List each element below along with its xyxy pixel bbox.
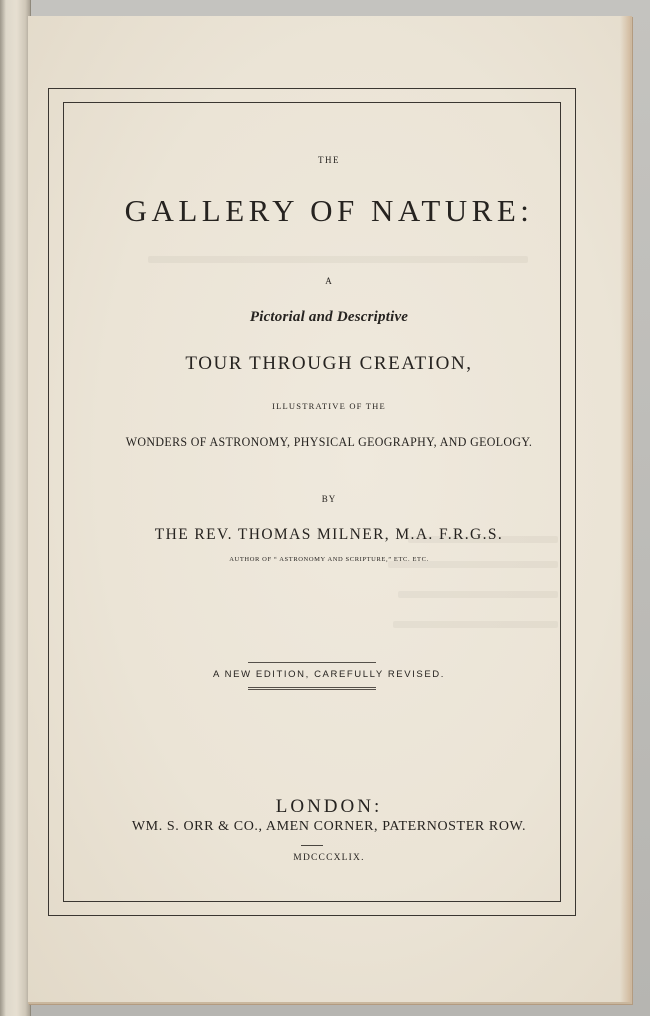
topics-line: WONDERS OF ASTRONOMY, PHYSICAL GEOGRAPHY, AND GEOLOGY. [125, 434, 533, 449]
edition-rule-bottom [248, 687, 376, 688]
book-title: GALLERY OF NATURE: [124, 193, 534, 228]
title-article: THE [318, 155, 340, 165]
title-page [28, 16, 632, 1004]
imprint-publisher: WM. S. ORR & CO., AMEN CORNER, PATERNOSTER ROW. [131, 819, 527, 834]
illustrative-line: ILLUSTRATIVE OF THE [272, 401, 386, 411]
author-works: AUTHOR OF “ ASTRONOMY AND SCRIPTURE,” ETC. ETC. [229, 556, 429, 563]
subtitle: TOUR THROUGH CREATION, [185, 353, 473, 374]
imprint-place: LONDON: [275, 796, 383, 817]
subtitle-blackletter: Pictorial and Descriptive [249, 309, 409, 325]
subtitle-article: A [325, 276, 333, 286]
by-line: BY [321, 494, 337, 504]
edition-rule-bottom-double [248, 689, 376, 690]
imprint-rule [301, 845, 323, 846]
edition-rule-top [248, 662, 376, 663]
edition-note: A NEW EDITION, CAREFULLY REVISED. [213, 669, 445, 680]
author-name: THE REV. THOMAS MILNER, M.A. F.R.G.S. [154, 526, 504, 543]
imprint-date: MDCCCXLIX. [293, 853, 365, 863]
binding-shadow [0, 0, 6, 1016]
left-page-edge [0, 0, 31, 1016]
